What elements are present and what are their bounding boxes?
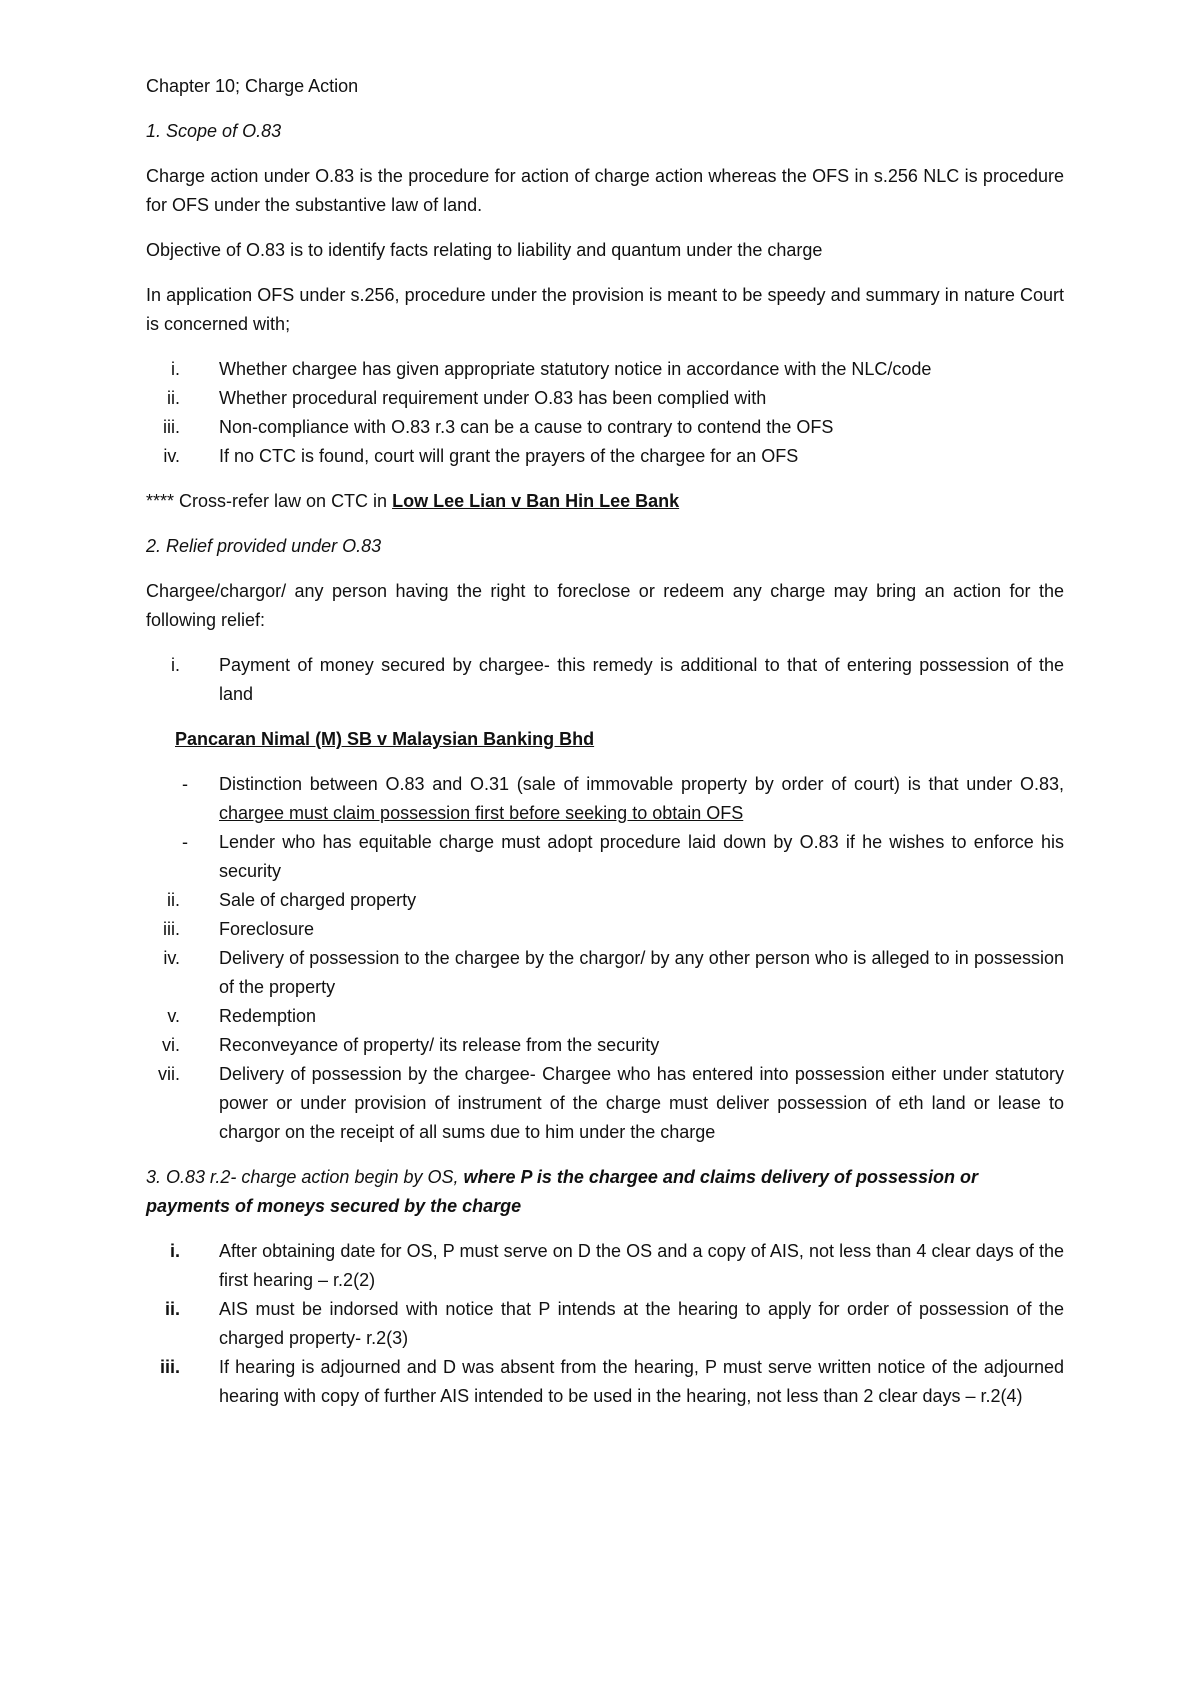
list-item-text: Whether procedural requirement under O.83 has been complied with — [219, 388, 767, 408]
list-item-number: v. — [167, 1006, 180, 1026]
section-1-para-1: Charge action under O.83 is the procedure for action of charge action whereas the OFS in s.256 NLC is procedure for OFS under the substantive law of land. — [146, 166, 1064, 215]
list-item-text: Whether chargee has given appropriate statutory notice in accordance with the NLC/code — [219, 359, 932, 379]
list-item-text: Delivery of possession by the chargee- Chargee who has entered into possession either under statutory power or under provision of instrument of the charge must deliver possession of eth land or lease to chargor on the receipt of all sums due to him under the charge — [219, 1064, 1064, 1142]
section-1-list — [146, 355, 1064, 471]
section-2-intro: Chargee/chargor/ any person having the right to foreclose or redeem any charge may bring an action for the following relief: — [146, 581, 1064, 630]
section-3-heading-italic: 3. O.83 r.2- charge action begin by OS, — [146, 1167, 464, 1187]
dash-item — [146, 770, 1064, 828]
dash-item-text: Distinction between O.83 and O.31 (sale of immovable property by order of court) is that under O.83 — [219, 774, 1059, 794]
list-item-number: iii. — [163, 417, 180, 437]
dash-item-underlined-text: , chargee must claim possession first before seeking to obtain OFS — [219, 774, 1064, 823]
document-title: Chapter 10; Charge Action — [146, 76, 359, 96]
list-item-text: Foreclosure — [219, 919, 315, 939]
list-item-text: Payment of money secured by chargee- this remedy is additional to that of entering possession of the land — [219, 655, 1064, 704]
list-item-text: Redemption — [219, 1006, 317, 1026]
list-item-number: iv. — [163, 446, 180, 466]
list-item-number: ii. — [167, 388, 180, 408]
list-item-number: i. — [171, 359, 180, 379]
list-item-text: Sale of charged property — [219, 890, 417, 910]
section-3-heading — [146, 1163, 1064, 1221]
list-item — [146, 915, 1064, 944]
section-3-list — [146, 1237, 1064, 1411]
list-item — [146, 651, 1064, 709]
section-1-para-2: Objective of O.83 is to identify facts relating to liability and quantum under the charge — [146, 240, 823, 260]
list-item-number: i. — [169, 1241, 180, 1261]
dash-item — [146, 828, 1064, 886]
list-item-number: vi. — [162, 1035, 180, 1055]
list-item-text: If no CTC is found, court will grant the prayers of the chargee for an OFS — [219, 446, 799, 466]
section-2-list-first — [146, 651, 1064, 709]
list-item — [146, 1060, 1064, 1147]
list-item-text: Reconveyance of property/ its release from the security — [219, 1035, 660, 1055]
section-1-heading: 1. Scope of O.83 — [146, 121, 282, 141]
list-item — [146, 1031, 1064, 1060]
cross-reference-prefix: **** Cross-refer law on CTC in — [146, 491, 393, 511]
list-item-number: ii. — [164, 1299, 180, 1319]
list-item — [146, 355, 1064, 384]
section-3-heading-bold: where P is the chargee and claims delivery of possession or payments of moneys secured by the charge — [146, 1167, 979, 1216]
list-item — [146, 1295, 1064, 1353]
list-item — [146, 944, 1064, 1002]
list-item — [146, 384, 1064, 413]
dash-bullet: - — [182, 774, 188, 794]
section-2-heading: 2. Relief provided under O.83 — [146, 536, 382, 556]
dash-item-text: Lender who has equitable charge must adopt procedure laid down by O.83 if he wishes to enforce his security — [219, 832, 1064, 881]
list-item-number: iv. — [163, 948, 180, 968]
list-item-text: AIS must be indorsed with notice that P intends at the hearing to apply for order of possession of the charged property- r.2(3) — [219, 1299, 1064, 1348]
list-item-text: Delivery of possession to the chargee by the chargor/ by any other person who is alleged to in possession of the property — [219, 948, 1064, 997]
list-item — [146, 1237, 1064, 1295]
list-item-text: After obtaining date for OS, P must serve on D the OS and a copy of AIS, not less than 4 clear days of the first hearing – r.2(2) — [219, 1241, 1064, 1290]
case-citation: Low Lee Lian v Ban Hin Lee Bank — [392, 491, 680, 511]
list-item-text: Non-compliance with O.83 r.3 can be a cause to contrary to contend the OFS — [219, 417, 834, 437]
section-2-list-rest — [146, 886, 1064, 1147]
case-title: Pancaran Nimal (M) SB v Malaysian Banking Bhd — [175, 729, 595, 749]
section-1-para-3: In application OFS under s.256, procedure under the provision is meant to be speedy and summary in nature Court is concerned with; — [146, 285, 1064, 334]
list-item-number: iii. — [159, 1357, 180, 1377]
list-item — [146, 886, 1064, 915]
case-notes-list — [146, 770, 1064, 886]
list-item — [146, 442, 1064, 471]
list-item — [146, 1353, 1064, 1411]
list-item — [146, 1002, 1064, 1031]
cross-reference-note — [146, 487, 1064, 516]
dash-bullet: - — [182, 832, 188, 852]
list-item-number: ii. — [167, 890, 180, 910]
list-item-number: vii. — [158, 1064, 180, 1084]
list-item — [146, 413, 1064, 442]
list-item-number: iii. — [163, 919, 180, 939]
list-item-text: If hearing is adjourned and D was absent from the hearing, P must serve written notice of the adjourned hearing with copy of further AIS intended to be used in the hearing, not less than 2 clear days – r.2(4) — [219, 1357, 1064, 1406]
list-item-number: i. — [171, 655, 180, 675]
